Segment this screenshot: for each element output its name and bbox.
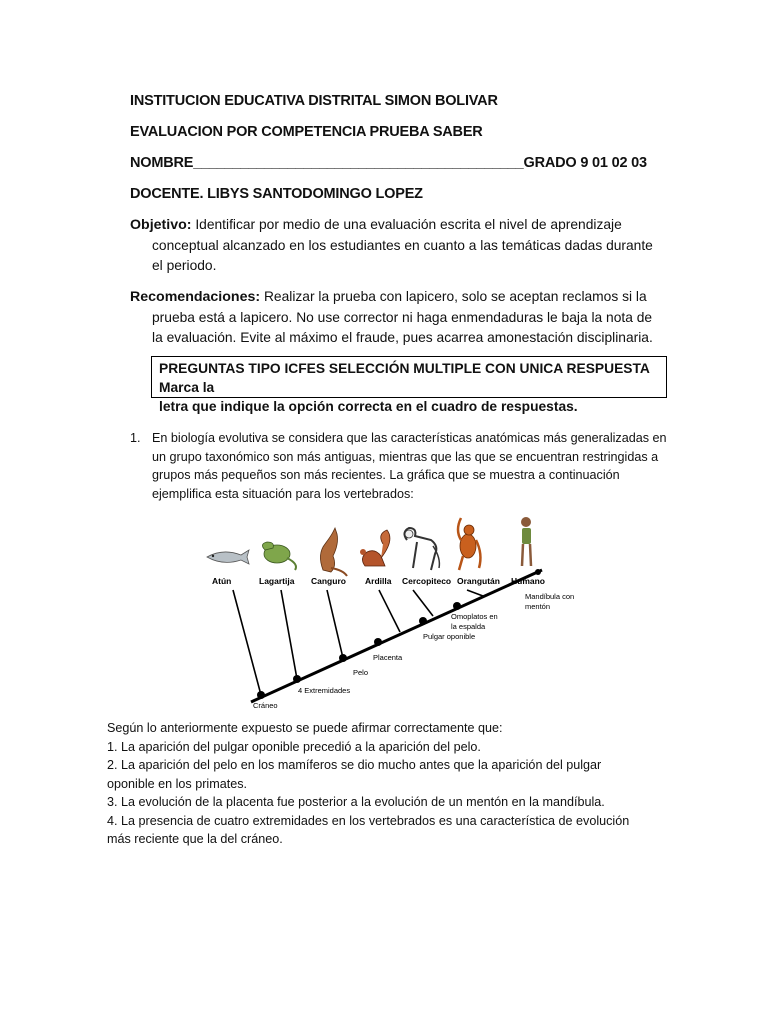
institution-title: INSTITUCION EDUCATIVA DISTRITAL SIMON BOLIVAR bbox=[130, 93, 498, 109]
squirrel-icon bbox=[360, 530, 390, 566]
taxon-label-lagartija: Lagartija bbox=[259, 576, 295, 586]
question-line-3: grupos más pequeños son más recientes. La gráfica que se muestra a continuación bbox=[152, 468, 620, 482]
taxon-label-cercopiteco: Cercopiteco bbox=[402, 576, 452, 586]
node-pelo bbox=[339, 654, 347, 662]
branch-canguro bbox=[327, 590, 343, 658]
name-grade-line: NOMBRE__________________________________________GRADO 9 01 02 03 bbox=[130, 155, 647, 171]
taxon-label-canguro: Canguro bbox=[311, 576, 346, 586]
instructions-line-1: PREGUNTAS TIPO ICFES SELECCIÓN MULTIPLE CON UNICA RESPUESTA Marca la bbox=[159, 361, 650, 395]
orangutan-icon bbox=[458, 518, 480, 570]
trait-label-placenta: Placenta bbox=[373, 653, 403, 662]
trait-label-omoplatos-2: la espalda bbox=[451, 622, 486, 631]
branch-lagartija bbox=[281, 590, 297, 679]
branch-ardilla bbox=[379, 590, 400, 632]
trait-label-pelo: Pelo bbox=[353, 668, 369, 677]
answer-option-4-line-1: 4. La presencia de cuatro extremidades en los vertebrados es una característica de evolución bbox=[107, 813, 630, 828]
recommendations-paragraph bbox=[130, 287, 660, 349]
instructions-line-2: letra que indique la opción correcta en el cuadro de respuestas. bbox=[159, 399, 578, 414]
answers-intro: Según lo anteriormente expuesto se puede afirmar correctamente que: bbox=[107, 721, 503, 735]
branch-orangutan bbox=[467, 590, 483, 596]
branch-cercopiteco bbox=[413, 590, 433, 616]
taxon-label-orangutan: Orangután bbox=[457, 576, 500, 586]
question-number: 1. bbox=[130, 431, 141, 445]
question-line-4: ejemplifica esta situación para los vertebrados: bbox=[152, 486, 414, 501]
answer-option-1: 1. La aparición del pulgar oponible precedió a la aparición del pelo. bbox=[107, 739, 481, 754]
answer-option-3: 3. La evolución de la placenta fue posterior a la evolución de un mentón en la mandíbula. bbox=[107, 795, 605, 809]
objective-line-3: el periodo. bbox=[152, 258, 217, 273]
human-icon bbox=[521, 517, 531, 566]
question-line-1: En biología evolutiva se considera que las características anatómicas más generalizadas en bbox=[152, 431, 667, 445]
answer-option-2-line-2: oponible en los primates. bbox=[107, 776, 248, 791]
recommendations-label: Recomendaciones: bbox=[130, 289, 261, 305]
node-craneo bbox=[257, 691, 265, 699]
trait-label-craneo: Cráneo bbox=[253, 701, 278, 710]
tuna-icon bbox=[207, 550, 249, 564]
cladogram bbox=[195, 510, 585, 715]
teacher-line: DOCENTE. LIBYS SANTODOMINGO LOPEZ bbox=[130, 186, 423, 202]
taxon-label-atun: Atún bbox=[212, 576, 232, 586]
recommendations-line-2: prueba está a lapicero. No use corrector ni haga enmendaduras le baja la nota de bbox=[152, 309, 653, 325]
recommendations-line-3: la evaluación. Evite al máximo el fraude, pues acarrea amonestación disciplinaria. bbox=[152, 330, 653, 345]
taxon-label-humano: Humano bbox=[511, 576, 545, 586]
objective-label: Objetivo: bbox=[130, 217, 192, 233]
branch-atun bbox=[233, 590, 261, 695]
kangaroo-icon bbox=[320, 528, 347, 576]
trait-label-mandibula-1: Mandíbula con bbox=[525, 592, 575, 601]
answer-options bbox=[107, 719, 667, 849]
node-extremidades bbox=[293, 675, 301, 683]
taxon-label-ardilla: Ardilla bbox=[365, 576, 392, 586]
objective-line-1: Identificar por medio de una evaluación escrita el nivel de aprendizaje bbox=[195, 217, 622, 232]
answer-option-2-line-1: 2. La aparición del pelo en los mamíferos se dio mucho antes que la aparición del pulgar bbox=[107, 758, 602, 772]
lizard-icon bbox=[262, 542, 296, 570]
trait-label-pulgar: Pulgar oponible bbox=[423, 632, 476, 641]
answer-option-4-line-2: más reciente que la del cráneo. bbox=[107, 832, 283, 846]
node-pulgar bbox=[419, 617, 427, 625]
node-mandibula bbox=[535, 569, 541, 575]
objective-paragraph bbox=[130, 215, 660, 277]
monkey-icon bbox=[404, 528, 439, 570]
node-placenta bbox=[374, 638, 382, 646]
node-omoplatos bbox=[453, 602, 461, 610]
objective-line-2: conceptual alcanzado en los estudiantes en cuanto a las temáticas dadas durante bbox=[152, 237, 653, 253]
trait-label-extremidades: 4 Extremidades bbox=[298, 686, 351, 695]
evaluation-title: EVALUACION POR COMPETENCIA PRUEBA SABER bbox=[130, 124, 483, 140]
trait-label-omoplatos-1: Omoplatos en bbox=[451, 612, 498, 621]
trait-label-mandibula-2: mentón bbox=[525, 602, 551, 611]
question-1 bbox=[130, 429, 670, 503]
question-line-2: un grupo taxonómico son más antiguas, mientras que las que se encuentran restringidas a bbox=[152, 449, 659, 464]
instructions-box bbox=[151, 356, 667, 414]
recommendations-line-1: Realizar la prueba con lapicero, solo se aceptan reclamos si la bbox=[263, 289, 647, 304]
